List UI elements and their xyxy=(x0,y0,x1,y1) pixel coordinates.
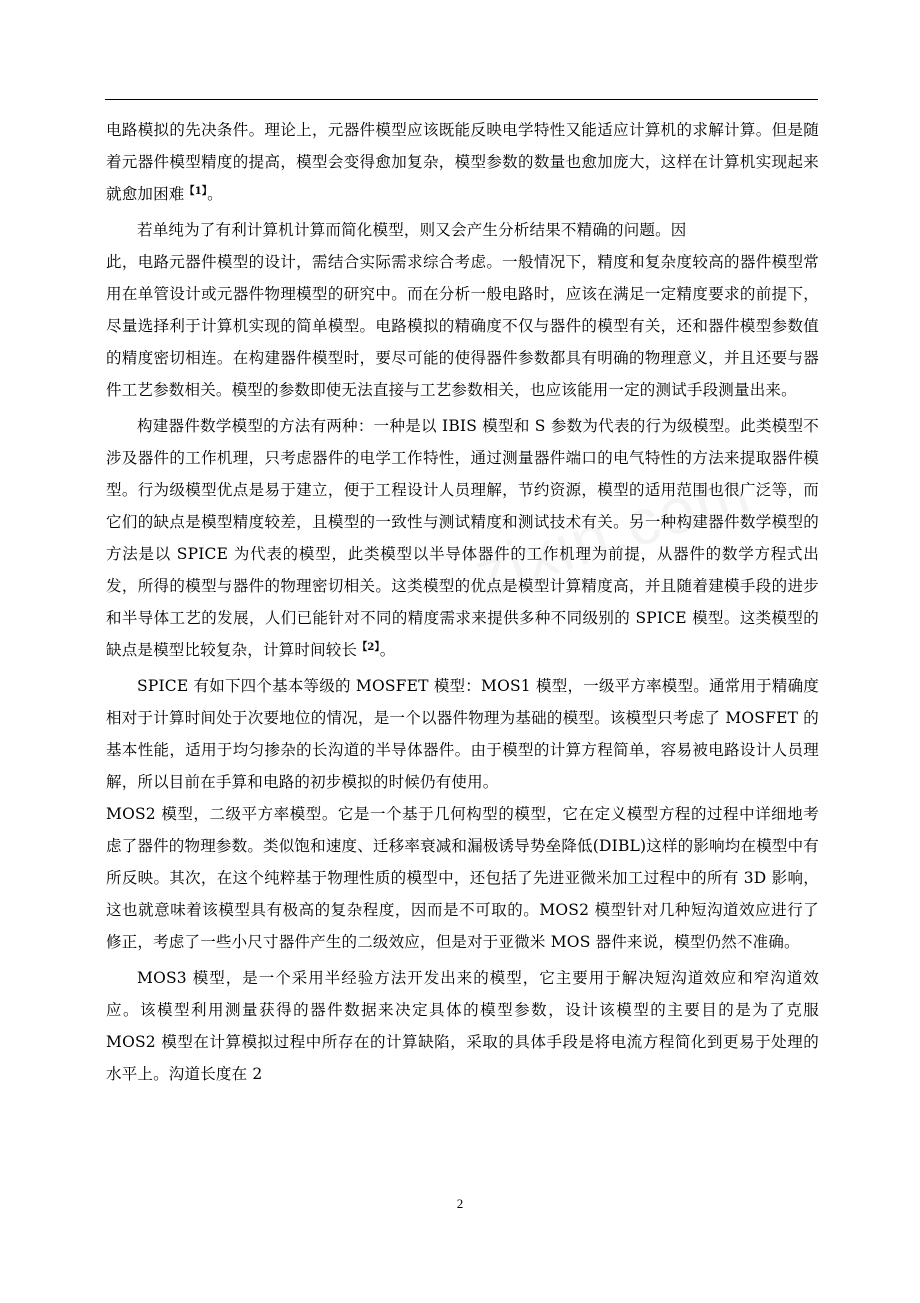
paragraph-text: MOS3 模型，是一个采用半经验方法开发出来的模型，它主要用于解决短沟道效应和窄沟道效应。该模型利用测量获得的器件数据来决定具体的模型参数，设计该模型的主要目的是为了克服 MOS2 模型在计算模拟过程中所存在的计算缺陷，采取的具体手段是将电流方程简化到更易于处理的水平上。沟道长度在 2 xyxy=(106,969,819,1083)
paragraph-text: 若单纯为了有利计算机计算而简化模型，则又会产生分析结果不精确的问题。因 xyxy=(137,221,687,239)
header-rule xyxy=(105,99,818,100)
paragraph-text: 电路模拟的先决条件。理论上，元器件模型应该既能反映电学特性又能适应计算机的求解计算。但是随着元器件模型精度的提高，模型会变得愈加复杂，模型参数的数量也愈加庞大，这样在计算机实现起来就愈加困难 xyxy=(106,121,819,203)
paragraph-text: 此，电路元器件模型的设计，需结合实际需求综合考虑。一般情况下，精度和复杂度较高的器件模型常用在单管设计或元器件物理模型的研究中。而在分析一般电路时，应该在满足一定精度要求的前提下，尽量选择利于计算机实现的简单模型。电路模拟的精确度不仅与器件的模型有关，还和器件模型参数值的精度密切相连。在构建器件模型时，要尽可能的使得器件参数都具有明确的物理意义，并且还要与器件工艺参数相关。模型的参数即使无法直接与工艺参数相关，也应该能用一定的测试手段测量出来。 xyxy=(106,253,819,399)
page-number: 2 xyxy=(456,1196,464,1211)
citation: 【2】 xyxy=(357,642,380,653)
body-text xyxy=(106,114,819,1090)
paragraph-1 xyxy=(106,114,819,210)
paragraph-text: 构建器件数学模型的方法有两种：一种是以 IBIS 模型和 S 参数为代表的行为级模型。此类模型不涉及器件的工作机理，只考虑器件的电学工作特性，通过测量器件端口的电气特性的方法来提取器件模型。行为级模型优点是易于建立，便于工程设计人员理解，节约资源，模型的适用范围也很广泛等，而它们的缺点是模型精度较差，且模型的一致性与测试精度和测试技术有关。另一种构建器件数学模型的方法是以 SPICE 为代表的模型，此类模型以半导体器件的工作机理为前提，从器件的数学方程式出发，所得的模型与器件的物理密切相关。这类模型的优点是模型计算精度高，并且随着建模手段的进步和半导体工艺的发展，人们已能针对不同的精度需求来提供多种不同级别的 SPICE 模型。这类模型的缺点是模型比较复杂，计算时间较长 xyxy=(106,417,819,659)
paragraph-text: SPICE 有如下四个基本等级的 MOSFET 模型：MOS1 模型，一级平方率模型。通常用于精确度相对于计算时间处于次要地位的情况，是一个以器件物理为基础的模型。该模型只考虑了 MOSFET 的基本性能，适用于均匀掺杂的长沟道的半导体器件。由于模型的计算方程简单，容易被电路设计人员理解，所以目前在手算和电路的初步模拟的时候仍有使用。 xyxy=(106,677,819,791)
citation: 【1】 xyxy=(184,186,208,197)
paragraph-5 xyxy=(106,670,819,798)
paragraph-tail: 。 xyxy=(207,185,223,203)
paragraph-6 xyxy=(106,798,819,958)
paragraph-3 xyxy=(106,246,819,406)
paragraph-7 xyxy=(106,962,819,1090)
paragraph-2 xyxy=(106,214,819,246)
paragraph-tail: 。 xyxy=(379,641,396,659)
paragraph-4 xyxy=(106,410,819,666)
paragraph-text: MOS2 模型，二级平方率模型。它是一个基于几何构型的模型，它在定义模型方程的过程中详细地考虑了器件的物理参数。类似饱和速度、迁移率衰减和漏极诱导势垒降低(DIBL)这样的影响均在模型中有所反映。其次，在这个纯粹基于物理性质的模型中，还包括了先进亚微米加工过程中的所有 3D 影响，这也就意味着该模型具有极高的复杂程度，因而是不可取的。MOS2 模型针对几种短沟道效应进行了修正，考虑了一些小尺寸器件产生的二级效应，但是对于亚微米 MOS 器件来说，模型仍然不准确。 xyxy=(106,805,819,951)
